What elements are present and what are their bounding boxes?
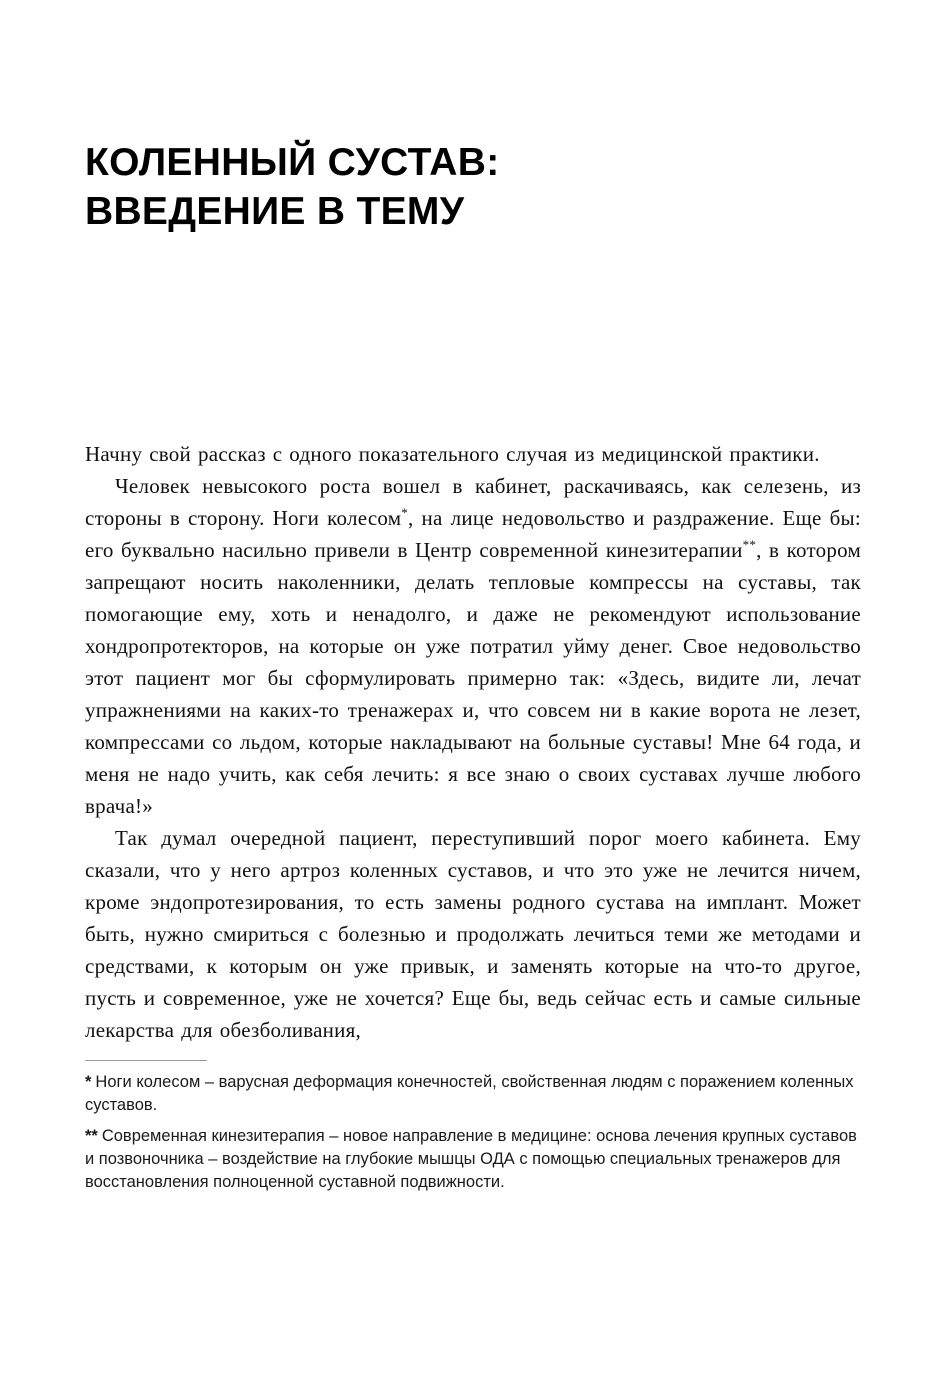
- footnotes-section: [85, 1060, 861, 1194]
- footnote-text: Ноги колесом – варусная деформация конечностей, свойственная людям с поражением коленных суставов.: [85, 1073, 854, 1114]
- paragraph: Так думал очередной пациент, переступивший порог моего кабинета. Ему сказали, что у него артроз коленных суставов, и что это уже не лечится ничем, кроме эндопротезирования, то есть замены родного сустава на имплант. Может быть, нужно смириться с болезнью и продолжать лечиться теми же методами и средствами, к которым он уже привык, и заменять которые на что-то другое, пусть и современное, уже не хочется? Еще бы, ведь сейчас есть и самые сильные лекарства для обезболивания,: [85, 826, 861, 1042]
- footnote-separator: [85, 1060, 207, 1061]
- page-title: [85, 138, 861, 236]
- paragraph: Начну свой рассказ с одного показательного случая из медицинской практики.: [85, 442, 820, 466]
- page-title-line-1: КОЛЕННЫЙ СУСТАВ:: [85, 141, 500, 184]
- footnote-text: Современная кинезитерапия – новое направление в медицине: основа лечения крупных суставов и позвоночника – воздействие на глубокие мышцы ОДА с помощью специальных тренажеров для восстановления полноценной суставной подвижности.: [85, 1127, 857, 1191]
- footnote-marker: **: [85, 1127, 98, 1145]
- paragraph: Человек невысокого роста вошел в кабинет, раскачиваясь, как селезень, из стороны в сторону. Ноги колесом*, на лице недовольство и раздражение. Еще бы: его буквально насильно привели в Центр современной кинезитерапии**, в котором запрещают носить наколенники, делать тепловые компрессы на суставы, так помогающие ему, хоть и ненадолго, и даже не рекомендуют использование хондропротекторов, на которые он уже потратил уйму денег. Свое недовольство этот пациент мог бы сформулировать примерно так: «Здесь, видите ли, лечат упражнениями на каких-то тренажерах и, что совсем ни в какие ворота не лезет, компрессами со льдом, которые накладывают на больные суставы! Мне 64 года, и меня не надо учить, как себя лечить: я все знаю о своих суставах лучше любого врача!»: [85, 474, 861, 818]
- body-text: [85, 438, 861, 1046]
- footnote-marker: *: [85, 1073, 92, 1091]
- page-title-line-2: ВВЕДЕНИЕ В ТЕМУ: [85, 190, 465, 233]
- footnote-item: [85, 1125, 861, 1194]
- footnote-item: [85, 1071, 861, 1117]
